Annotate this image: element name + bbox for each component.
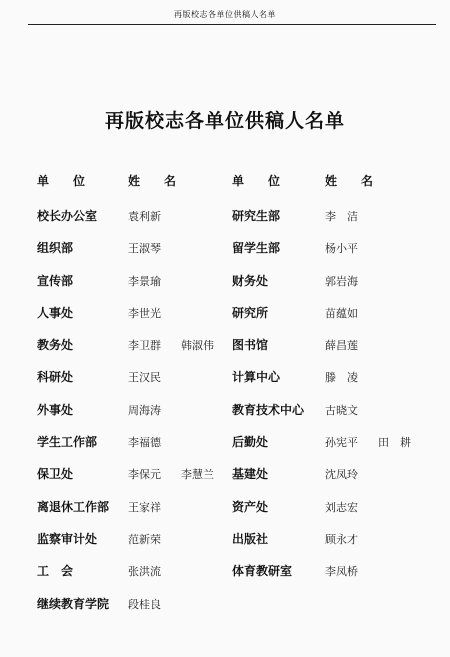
list-row — [0, 200, 450, 232]
list-row — [0, 394, 450, 426]
left-contributor-name: 张洪流 — [128, 565, 161, 579]
list-row — [0, 329, 450, 361]
right-unit-name: 计算中心 — [232, 370, 281, 385]
right-contributor-name: 杨小平 — [325, 242, 358, 256]
left-contributor-name: 李世光 — [128, 306, 161, 320]
list-row — [0, 265, 450, 297]
left-contributor-name: 李慧兰 — [181, 468, 214, 482]
list-row — [0, 361, 450, 393]
right-contributor-name: 滕 凌 — [325, 371, 358, 385]
left-unit-name: 教务处 — [37, 338, 74, 353]
left-unit-name: 科研处 — [37, 370, 74, 385]
left-contributor-name: 袁利新 — [128, 210, 161, 223]
right-unit-name: 研究所 — [232, 305, 269, 320]
right-unit-name: 体育教研室 — [232, 564, 293, 579]
right-contributor-name: 顾永才 — [325, 532, 358, 546]
column-header-left-unit: 单 位 — [37, 174, 86, 188]
right-contributor-name: 苗蕴如 — [325, 306, 358, 320]
left-contributor-name: 周海涛 — [128, 403, 161, 417]
list-row — [0, 297, 450, 329]
left-contributor-name: 李卫群 — [128, 339, 161, 353]
left-unit-name: 继续教育学院 — [37, 596, 110, 611]
list-row — [0, 426, 450, 458]
right-contributor-name: 李凤桥 — [325, 565, 358, 579]
right-unit-name: 财务处 — [232, 273, 269, 288]
left-unit-name: 人事处 — [37, 305, 74, 320]
left-unit-name: 校长办公室 — [37, 209, 98, 223]
right-unit-name: 研究生部 — [232, 209, 281, 223]
right-unit-name: 教育技术中心 — [232, 402, 305, 417]
left-unit-name: 保卫处 — [37, 467, 74, 482]
left-contributor-name: 韩淑伟 — [181, 339, 214, 353]
list-row — [0, 232, 450, 264]
right-unit-name: 出版社 — [232, 531, 269, 546]
list-row — [0, 588, 450, 620]
right-contributor-name: 田 耕 — [378, 436, 411, 450]
list-row — [0, 555, 450, 587]
left-contributor-name: 王家祥 — [128, 500, 161, 514]
contributor-list — [0, 200, 450, 620]
left-unit-name: 工 会 — [37, 564, 74, 579]
list-row — [0, 458, 450, 490]
left-contributor-name: 段桂良 — [128, 597, 161, 611]
left-contributor-name: 王淑琴 — [128, 242, 161, 256]
left-contributor-name: 范新荣 — [128, 532, 161, 546]
left-unit-name: 外事处 — [37, 402, 74, 417]
right-unit-name: 基建处 — [232, 467, 269, 482]
right-contributor-name: 郭岩海 — [325, 274, 358, 288]
column-header-right-name: 姓 名 — [325, 174, 374, 188]
left-unit-name: 离退休工作部 — [37, 499, 110, 514]
list-row — [0, 491, 450, 523]
right-unit-name: 资产处 — [232, 499, 269, 514]
right-contributor-name: 薛昌莲 — [325, 339, 358, 353]
left-contributor-name: 李福德 — [128, 436, 161, 450]
right-contributor-name: 沈凤玲 — [325, 468, 358, 482]
column-header-right-unit: 单 位 — [232, 174, 281, 188]
column-header-left-name: 姓 名 — [128, 174, 177, 188]
running-header: 再版校志各单位供稿人名单 — [174, 10, 276, 19]
left-contributor-name: 李景瑜 — [128, 274, 161, 288]
left-contributor-name: 王汉民 — [128, 371, 161, 385]
right-unit-name: 图书馆 — [232, 338, 269, 353]
right-unit-name: 留学生部 — [232, 241, 281, 256]
left-unit-name: 学生工作部 — [37, 435, 98, 450]
left-unit-name: 监察审计处 — [37, 531, 98, 546]
left-contributor-name: 李保元 — [128, 468, 161, 482]
page-title: 再版校志各单位供稿人名单 — [104, 110, 345, 132]
list-row — [0, 523, 450, 555]
right-contributor-name: 李 洁 — [325, 210, 358, 223]
header-rule — [28, 24, 436, 25]
right-contributor-name: 孙宪平 — [325, 436, 358, 450]
right-contributor-name: 刘志宏 — [325, 500, 358, 514]
left-unit-name: 宣传部 — [37, 273, 74, 288]
left-unit-name: 组织部 — [37, 241, 74, 256]
right-contributor-name: 古晓文 — [325, 403, 358, 417]
right-unit-name: 后勤处 — [232, 435, 269, 450]
